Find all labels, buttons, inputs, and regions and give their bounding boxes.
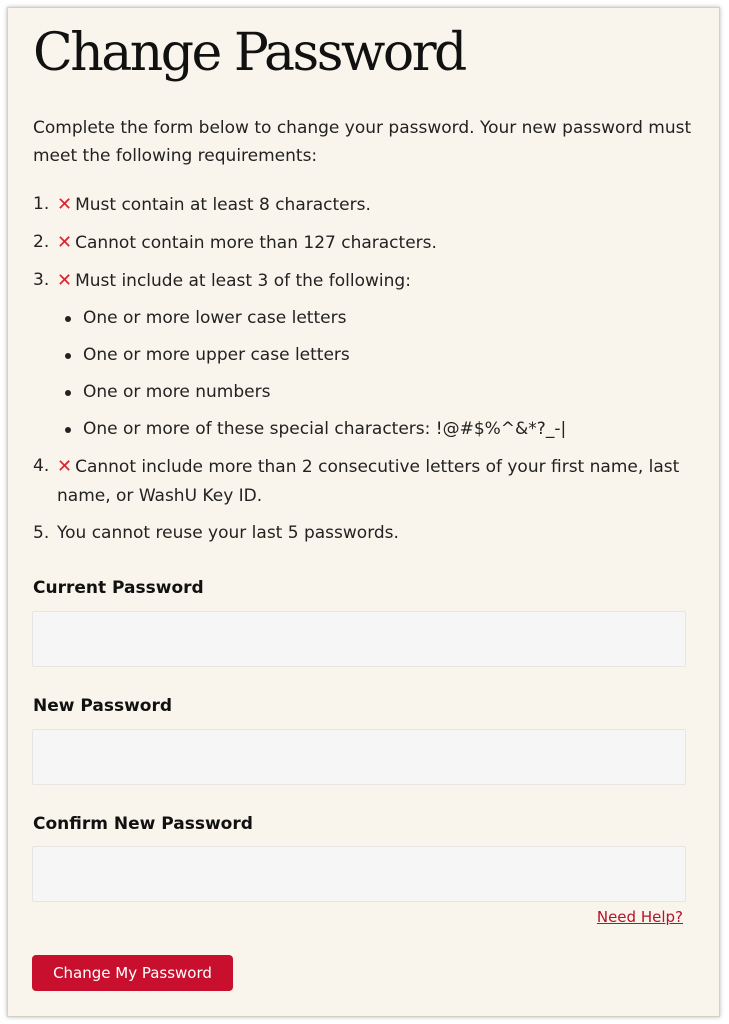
- requirement-text: Must contain at least 8 characters.: [75, 195, 371, 215]
- new-password-input[interactable]: [32, 729, 686, 785]
- change-my-password-button[interactable]: Change My Password: [32, 955, 233, 991]
- x-mark-icon: ✕: [57, 232, 73, 253]
- change-password-panel: [7, 7, 720, 1017]
- requirement-4: [33, 452, 703, 511]
- requirement-1: [33, 190, 703, 220]
- requirement-text: Must include at least 3 of the following:: [75, 271, 411, 291]
- requirement-number: 3.: [33, 270, 50, 290]
- sub-requirement-text: One or more numbers: [83, 382, 271, 402]
- requirement-text: You cannot reuse your last 5 passwords.: [57, 523, 399, 543]
- requirement-text: Cannot contain more than 127 characters.: [75, 233, 437, 253]
- requirement-2: [33, 228, 703, 258]
- requirements-list: [33, 190, 703, 556]
- requirement-3: [33, 266, 703, 444]
- page-title: Change Password: [33, 23, 465, 83]
- sub-requirement-lowercase: [57, 304, 703, 333]
- bullet-icon: [65, 427, 71, 433]
- requirement-text: Cannot include more than 2 consecutive letters of your first name, last name, or WashU Key ID.: [57, 457, 680, 506]
- sub-requirement-text: One or more of these special characters: !@#$%^&*?_-|: [83, 419, 567, 439]
- confirm-new-password-input[interactable]: [32, 846, 686, 902]
- bullet-icon: [65, 316, 71, 322]
- requirement-number: 2.: [33, 232, 50, 252]
- sub-requirement-numbers: [57, 378, 703, 407]
- confirm-new-password-label: Confirm New Password: [33, 814, 253, 834]
- sub-requirement-uppercase: [57, 341, 703, 370]
- requirement-5: [33, 519, 703, 548]
- requirement-3-sublist: [57, 304, 703, 444]
- sub-requirement-special: [57, 415, 703, 444]
- sub-requirement-text: One or more lower case letters: [83, 308, 347, 328]
- current-password-input[interactable]: [32, 611, 686, 667]
- requirement-number: 5.: [33, 523, 50, 543]
- requirement-number: 4.: [33, 456, 50, 476]
- intro-text: Complete the form below to change your password. Your new password must meet the following requirements:: [33, 118, 692, 166]
- sub-requirement-text: One or more upper case letters: [83, 345, 350, 365]
- bullet-icon: [65, 353, 71, 359]
- x-mark-icon: ✕: [57, 456, 73, 477]
- x-mark-icon: ✕: [57, 194, 73, 215]
- x-mark-icon: ✕: [57, 270, 73, 291]
- new-password-label: New Password: [33, 696, 173, 716]
- current-password-label: Current Password: [33, 578, 204, 598]
- need-help-link[interactable]: Need Help?: [596, 908, 683, 926]
- bullet-icon: [65, 390, 71, 396]
- requirement-number: 1.: [33, 194, 50, 214]
